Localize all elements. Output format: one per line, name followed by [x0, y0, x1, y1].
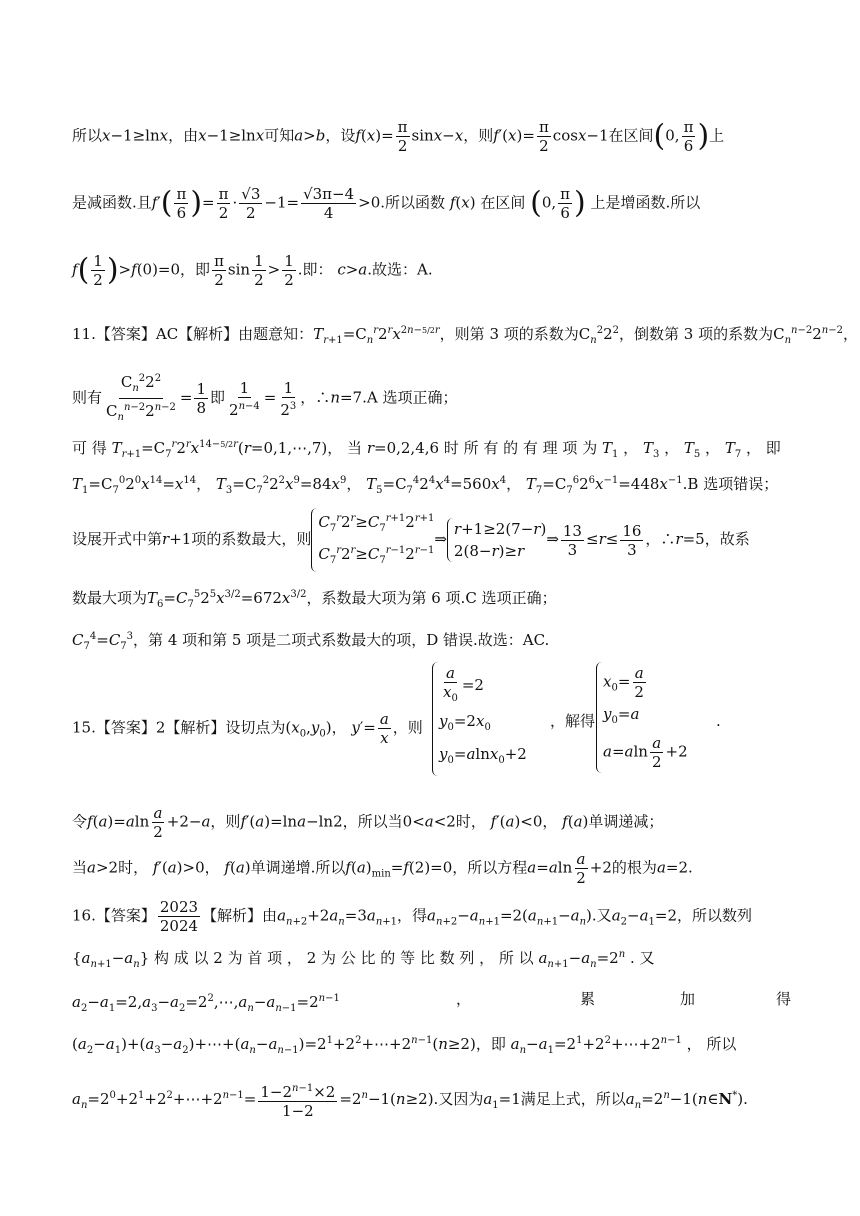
line-10: $C_7^4=C_7^3$，第 4 项和第 5 项是二项式系数最大的项，D 错误.故选：AC. [72, 631, 550, 652]
line-18: $a_n=2^0+2^1+2^2+\cdots+2^{n-1}=$ $\frac{1-2^{n-1}\times 2}{1-2}$ $=2^n-1(n\ge 2)$.又因为$a_1=1$满足上式，所以$a_n=2^n-1(n\in N^*)$. [72, 1080, 790, 1120]
line-15: $\{a_{n+1}-a_n\}$ 构 成 以 2 为 首 项 ， 2 为 公 比 的 等 比 数 列 ， 所 以 $a_{n+1}-a_n=2^n$ . 又 [72, 949, 655, 970]
line-12: 令f(a)=aln $\frac{a}{2}$ +2−a，则f′(a)=lna−ln2，所以当0<a<2时， f′(a)<0， f(a)单调递减； [72, 804, 664, 841]
line-5: 则有 $C_n^22^2$ $C_n^{n-2}2^{n-2}$ = $\frac{1}{8}$ 即 $\frac{1}{2^{n-4}}$ = $\frac{1}{2^3}$ ，∴n=7.A 选项正确； [72, 370, 790, 427]
line-16d: 加 [680, 990, 696, 1008]
line-6: 可 得 $T_{r+1}=C_7^r2^rx^{14-5/2r}(r=0,1,\cdots,7)$， 当 r=0,2,4,6 时 所 有 的 有 理 项 为 $T_1$ ， $T_3$ ， $T_5$ ， $T_7$ ， 即 [72, 439, 781, 460]
line-1: 所以x−1≥lnx，由x−1≥lnx可知a>b，设f(x)= $\frac{\pi}{2}$ sinx−x，则f′(x)= $\frac{\pi}{2}$ cosx−1在区间(0, $\frac{\pi}{6}$ )上 [72, 118, 725, 155]
line-16e: 得 [776, 990, 792, 1008]
line-17: $(a_2-a_1)+(a_3-a_2)+\cdots+(a_n-a_{n-1})=2^1+2^2+\cdots+2^{n-1}(n\ge 2)$，即 $a_n-a_1=2^1+2^2+\cdots+2^{n-1}$ ， 所以 [72, 1035, 737, 1056]
line-9: 数最大项为$T_6=C_7^52^5x^{3/2}=672x^{3/2}$，系数最大项为第 6 项.C 选项正确； [72, 589, 557, 610]
line-13: 当a>2时， f′(a)>0， f(a)单调递增.所以$f(a)_{min}=f(2)=0$，所以方程a=aln $\frac{a}{2}$ +2的根为a=2. [72, 850, 693, 887]
line-16: $a_2-a_1=2,a_3-a_2=2^2,\cdots,a_n-a_{n-1}=2^{n-1}$ [72, 993, 340, 1014]
line-2: 是减函数.且f′( $\frac{\pi}{6}$ )= $\frac{\pi}{2}$ · $\frac{√3}{2}$ −1= $\frac{√3\pi-4}{4}$ >0.所以函数 f(x) 在区间 (0, $\frac{\pi}{6}$ ) 上是增函数.所以 [72, 185, 701, 222]
line-16b: ， [456, 990, 472, 1008]
line-11b: ，解得 [550, 712, 596, 730]
line-4: 11.【答案】AC【解析】由题意知：$T_{r+1}=C_n^r2^rx^{2n-5/2r}$，则第 3 项的系数为$C_n^22^2$，倒数第 3 项的系数为$C_n^{n-2}2^{n-2}$， [72, 325, 858, 346]
line-14: 16.【答案】 $\frac{2023}{2024}$ 【解析】由$a_{n+2}+2a_n=3a_{n+1}$，得$a_{n+2}-a_{n+1}=2(a_{n+1}-a_n)$.又$a_2-a_1=2$，所以数列 [72, 898, 753, 935]
line-11c: . [716, 712, 721, 730]
line-3: f( $\frac{1}{2}$ )>f(0)=0，即 $\frac{\pi}{2}$ sin $\frac{1}{2}$ > $\frac{1}{2}$ .即： c>a.故选：A. [72, 252, 433, 289]
line-8: 设展开式中第r+1项的系数最大，则 $C_7^r2^r\ge C_7^{r+1}2^{r+1}$ $C_7^r2^r\ge C_7^{r-1}2^{r-1}$ ⇒ r+1≥2(7−r) 2(8−r)≥r ⇒ $\frac{13}{3}$ ≤r≤ $\frac{16}{3}$ ，∴r=5，故系 [72, 508, 790, 556]
system-1: $\frac{a}{x_0}$ =2 $y_0=2x_0$ $y_0=alnx_0+2$ [432, 662, 527, 776]
line-7: $T_1=C_7^02^0x^{14}=x^{14}$， $T_3=C_7^22^2x^9=84x^9$， $T_5=C_7^42^4x^4=560x^4$， $T_7=C_7^62^6x^{-1}=448x^{-1}.B$ 选项错误； [72, 475, 779, 496]
line-16c: 累 [580, 990, 596, 1008]
system-2: $x_0=$ $\frac{a}{2}$ $y_0=a$ a=aln $\frac{a}{2}$ +2 [596, 662, 688, 773]
line-11: 15.【答案】2【解析】设切点为$(x_0,y_0)$， y′= $\frac{a}{x}$ ，则 [72, 710, 423, 747]
